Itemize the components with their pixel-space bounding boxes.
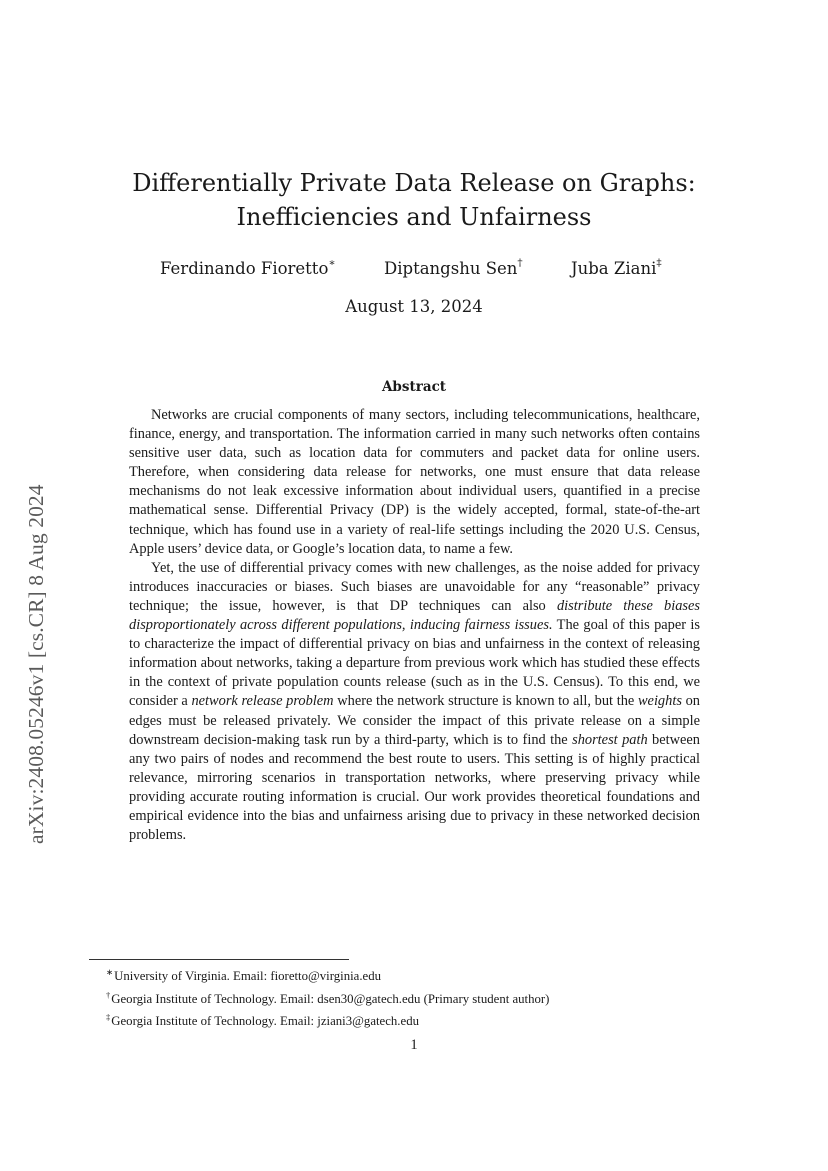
abstract-paragraph-1: Networks are crucial components of many sectors, including telecommunications, healthcare, finance, energy, and transportation. The information carried in many such networks often contains sensitive user data, such as location data for commuters and packet data for online users. Therefore, when considering data release for networks, one must ensure that data release mechanisms do not leak excessive information about individual users, quantified in a precise mathematical sense. Differential Privacy (DP) is the widely accepted, formal, state-of-the-art technique, which has found use in a variety of real-life settings including the 2020 U.S. Census, Apple users’ device data, or Google’s location data, to name a few. (129, 407, 700, 557)
author-3-mark: ‡ (656, 257, 662, 269)
footnote-1-mark: ∗ (106, 967, 114, 977)
author-list (100, 257, 728, 285)
footnote-3-text: Georgia Institute of Technology. Email: jziani3@gatech.edu (111, 1014, 419, 1028)
footnote-3 (106, 1008, 726, 1031)
author-1-mark: ∗ (328, 257, 336, 269)
abstract-emphasis: network release problem (191, 693, 334, 710)
arxiv-identifier: arXiv:2408.05246v1 [cs.CR] 8 Aug 2024 (24, 484, 48, 844)
author-3-name: Juba Ziani (571, 259, 657, 278)
arxiv-side-stamp (20, 365, 60, 845)
author-1-name: Ferdinando Fioretto (160, 259, 329, 278)
footnote-2 (106, 986, 726, 1009)
author-2-name: Diptangshu Sen (384, 259, 518, 278)
paper-title (100, 166, 728, 234)
author-1 (160, 257, 336, 278)
abstract-paragraph-2 (129, 559, 700, 845)
footnote-3-mark: ‡ (106, 1012, 111, 1022)
abstract-text: on edges must be released privately. We consider the impact of this private release on a simple downstream decision-making task run by a third-party, which is to find the (129, 693, 700, 748)
abstract-emphasis: weights (637, 693, 682, 710)
footnote-divider (89, 959, 349, 960)
author-3 (571, 257, 662, 278)
footnote-1 (106, 963, 726, 986)
publication-date: August 13, 2024 (345, 297, 483, 316)
footnote-2-text: Georgia Institute of Technology. Email: dsen30@gatech.edu (Primary student author) (111, 991, 550, 1006)
footnote-2-mark: † (106, 989, 111, 1000)
abstract-text: Yet, the use of differential privacy comes with new challenges, as the noise added for privacy introduces inaccuracies or biases. Such biases are unavoidable for any “reasonable” privacy technique; the issue, however, is that DP techniques can also (129, 559, 700, 614)
footnote-1-text: University of Virginia. Email: fioretto@virginia.edu (114, 969, 382, 983)
abstract-text: between any two pairs of nodes and recommend the best route to users. This setting is of highly practical relevance, mirroring scenarios in transportation networks, where preserving privacy while providing accurate routing information is crucial. Our work provides theoretical foundations and empirical evidence into the bias and unfairness arising due to privacy in these networked decision problems. (129, 731, 700, 844)
title-line-1: Differentially Private Data Release on Graphs: (132, 169, 696, 197)
abstract-body (129, 406, 700, 845)
footnotes (106, 963, 726, 1031)
author-2 (384, 257, 523, 278)
page-number: 1 (410, 1037, 418, 1053)
abstract-emphasis: distribute these biases disproportionately across different populations, inducing fairness issues. (129, 597, 700, 634)
title-line-2: Inefficiencies and Unfairness (236, 203, 592, 231)
abstract-emphasis: shortest path (572, 731, 648, 748)
abstract-text: The goal of this paper is to characterize the impact of differential privacy on bias and unfairness in the context of releasing information about networks, taking a departure from previous work which has studied these effects in the context of private population counts release (such as in the U.S. Census). To this end, we consider a (129, 617, 700, 710)
abstract-text: where the network structure is known to all, but the (333, 693, 638, 710)
abstract-heading: Abstract (381, 379, 447, 395)
author-2-mark: † (517, 257, 523, 269)
